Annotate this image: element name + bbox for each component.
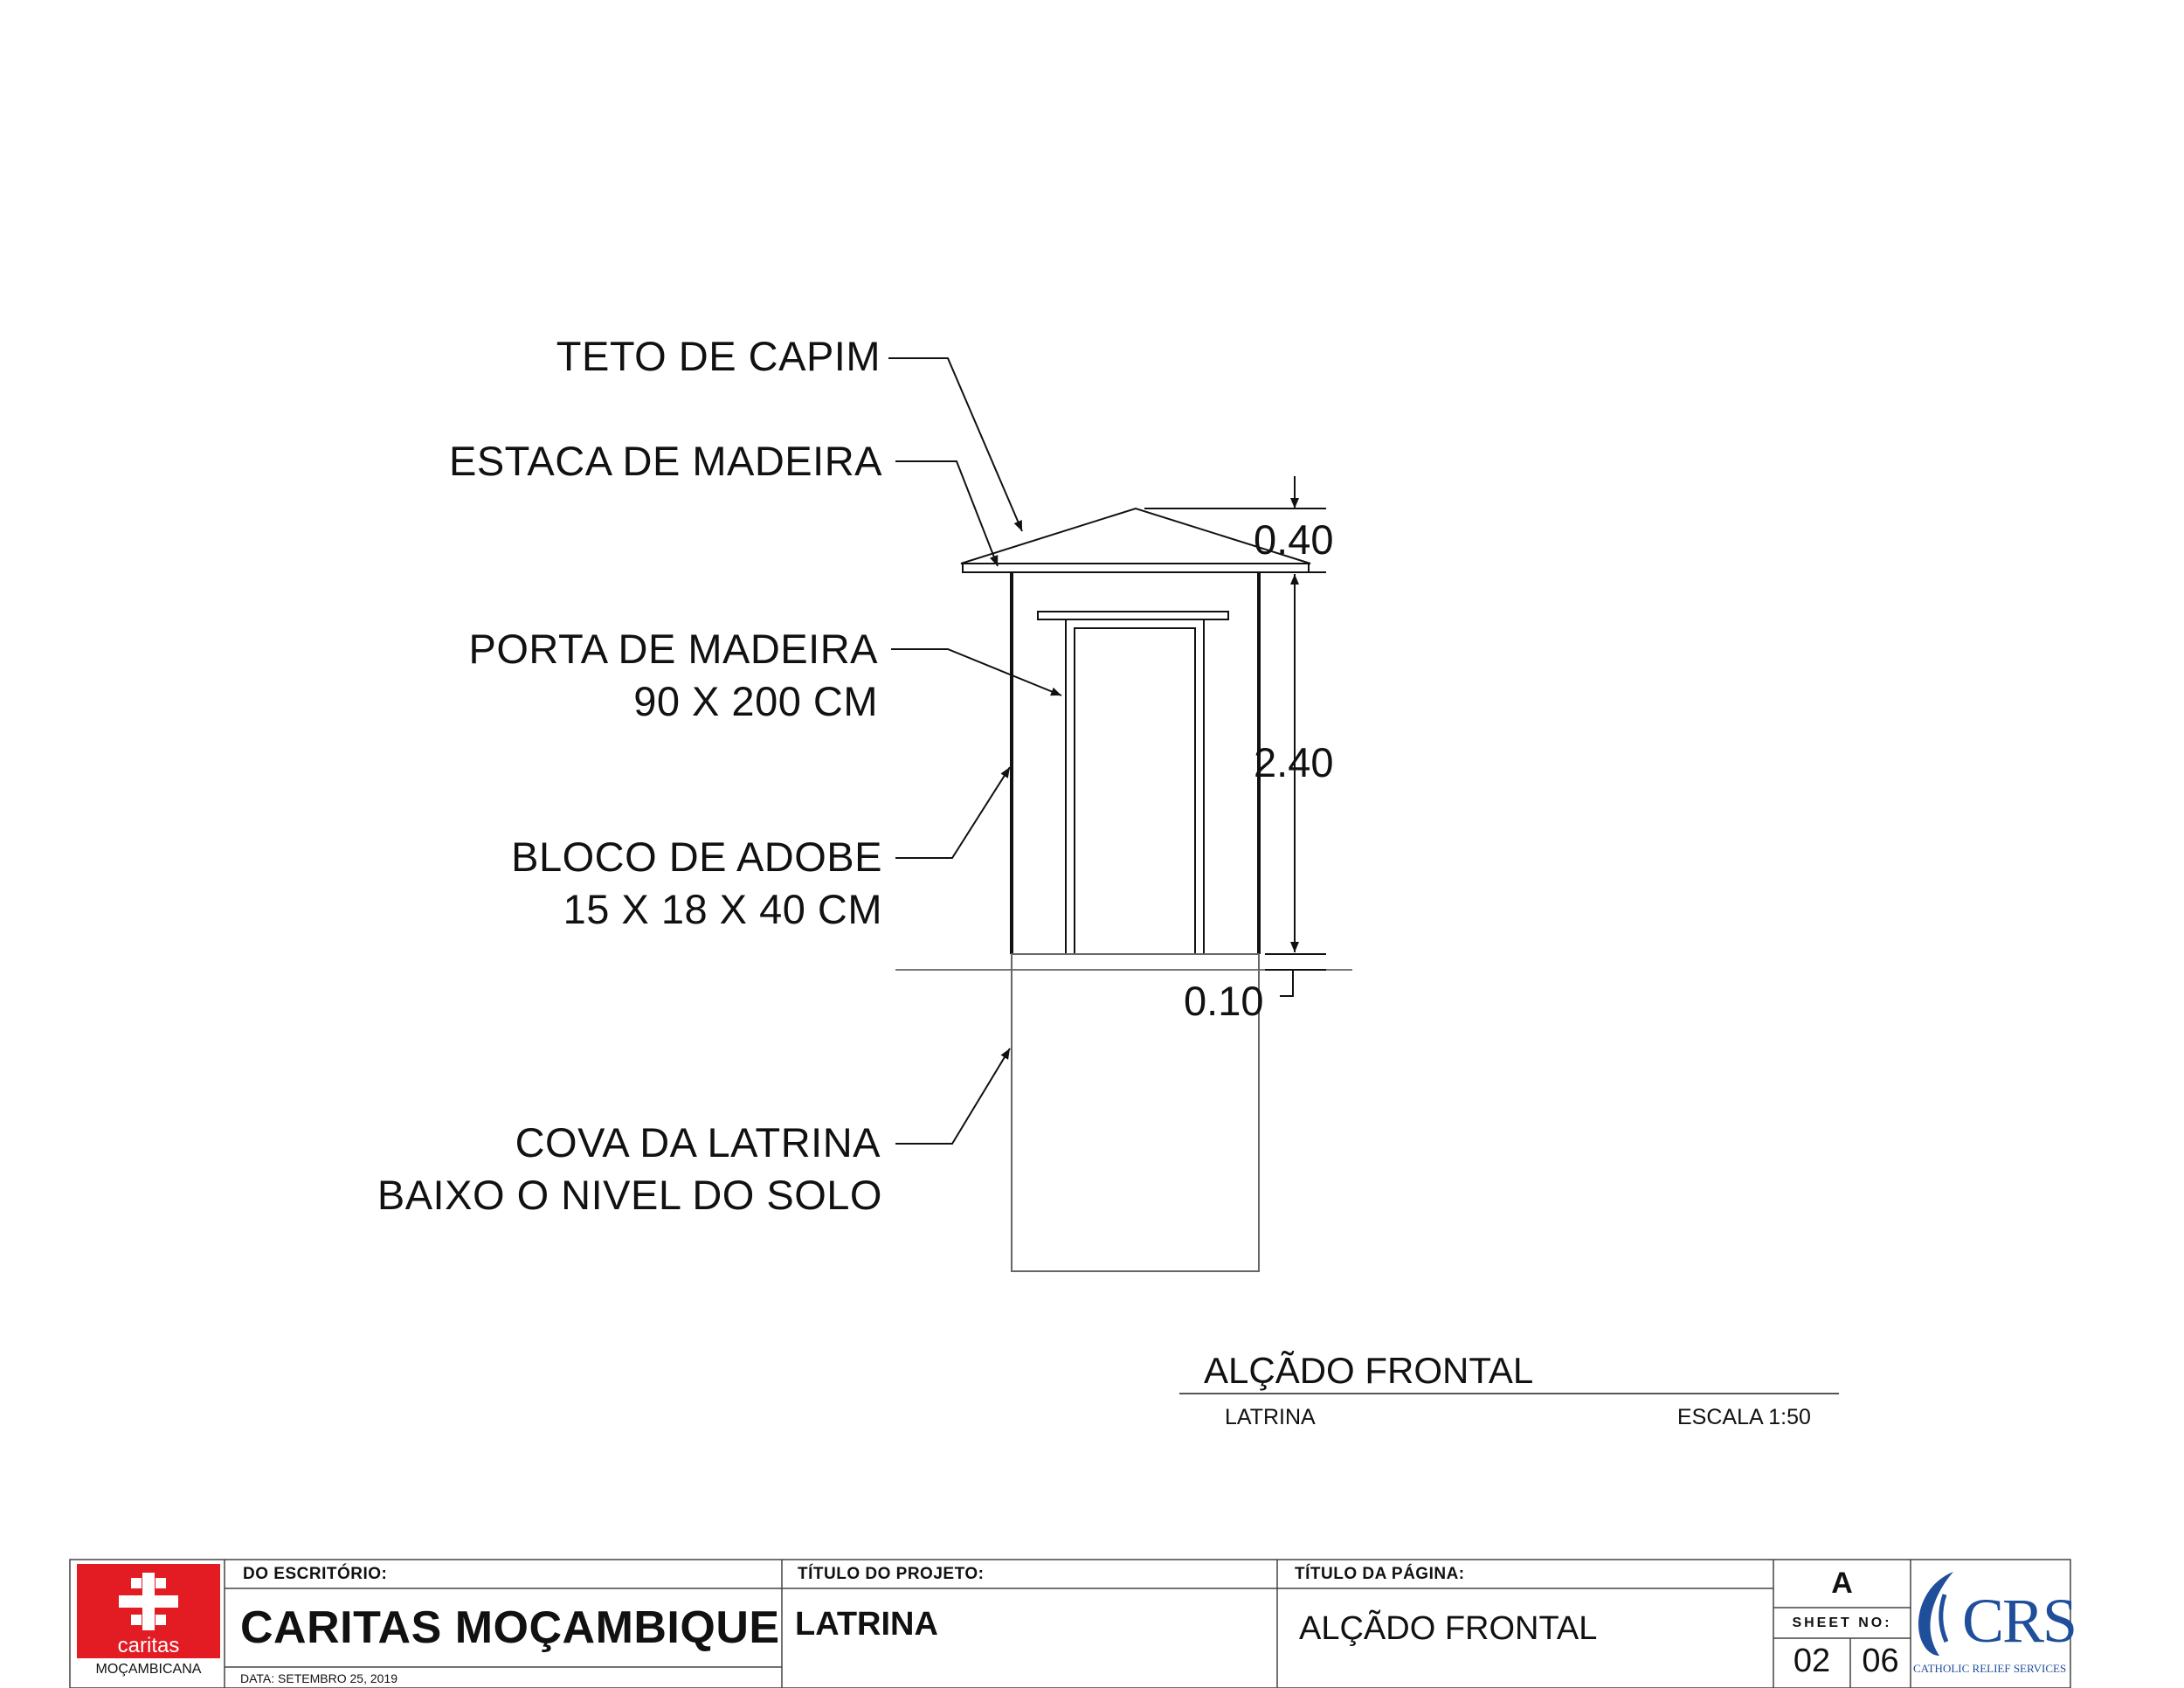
dimension-roof-height: 0.40 — [1254, 516, 1334, 563]
crs-logo-subtitle: CATHOLIC RELIEF SERVICES — [1913, 1662, 2067, 1675]
view-scale: ESCALA 1:50 — [1677, 1405, 1811, 1429]
crs-flame-icon — [1913, 1568, 1966, 1660]
office-label: DO ESCRITÓRIO: — [243, 1565, 388, 1583]
caritas-logo-text: caritas — [117, 1634, 180, 1657]
dimension-plinth-height: 0.10 — [1184, 978, 1264, 1024]
callout-door-line2: 90 X 200 CM — [633, 678, 878, 724]
door — [1038, 612, 1228, 954]
crs-logo — [1913, 1564, 2077, 1686]
caritas-logo — [77, 1564, 220, 1658]
callout-post: ESTACA DE MADEIRA — [448, 438, 882, 484]
callout-wall-line1: BLOCO DE ADOBE — [511, 834, 882, 880]
page-title: ALÇÃDO FRONTAL — [1299, 1610, 1598, 1647]
caritas-logo-subtitle: MOÇAMBICANA — [95, 1662, 202, 1677]
callout-pit-line2: BAIXO O NIVEL DO SOLO — [377, 1172, 882, 1218]
view-subject: LATRINA — [1225, 1405, 1316, 1429]
office-name: CARITAS MOÇAMBIQUE — [240, 1602, 780, 1653]
crs-logo-text: CRS — [1962, 1586, 2077, 1656]
view-title: ALÇÃDO FRONTAL — [1204, 1350, 1534, 1391]
cross-icon — [77, 1566, 220, 1637]
dimension-wall-height: 2.40 — [1254, 739, 1334, 785]
latrine-walls — [1012, 572, 1259, 954]
page-title-label: TÍTULO DA PÁGINA: — [1295, 1565, 1465, 1583]
callout-roof: TETO DE CAPIM — [556, 333, 881, 379]
callout-door-line1: PORTA DE MADEIRA — [468, 626, 878, 672]
callout-wall-line2: 15 X 18 X 40 CM — [563, 886, 882, 932]
callout-pit-line1: COVA DA LATRINA — [515, 1119, 881, 1166]
sheet-number: 02 — [1793, 1643, 1831, 1679]
sheet-size: A — [1831, 1567, 1853, 1600]
project-name: LATRINA — [795, 1606, 938, 1643]
sheet-number-label: SHEET NO: — [1792, 1615, 1892, 1630]
leader-lines — [888, 358, 1061, 1144]
drawing-date: DATA: SETEMBRO 25, 2019 — [240, 1671, 397, 1685]
sheet-total: 06 — [1862, 1643, 1899, 1679]
project-label: TÍTULO DO PROJETO: — [798, 1565, 985, 1583]
